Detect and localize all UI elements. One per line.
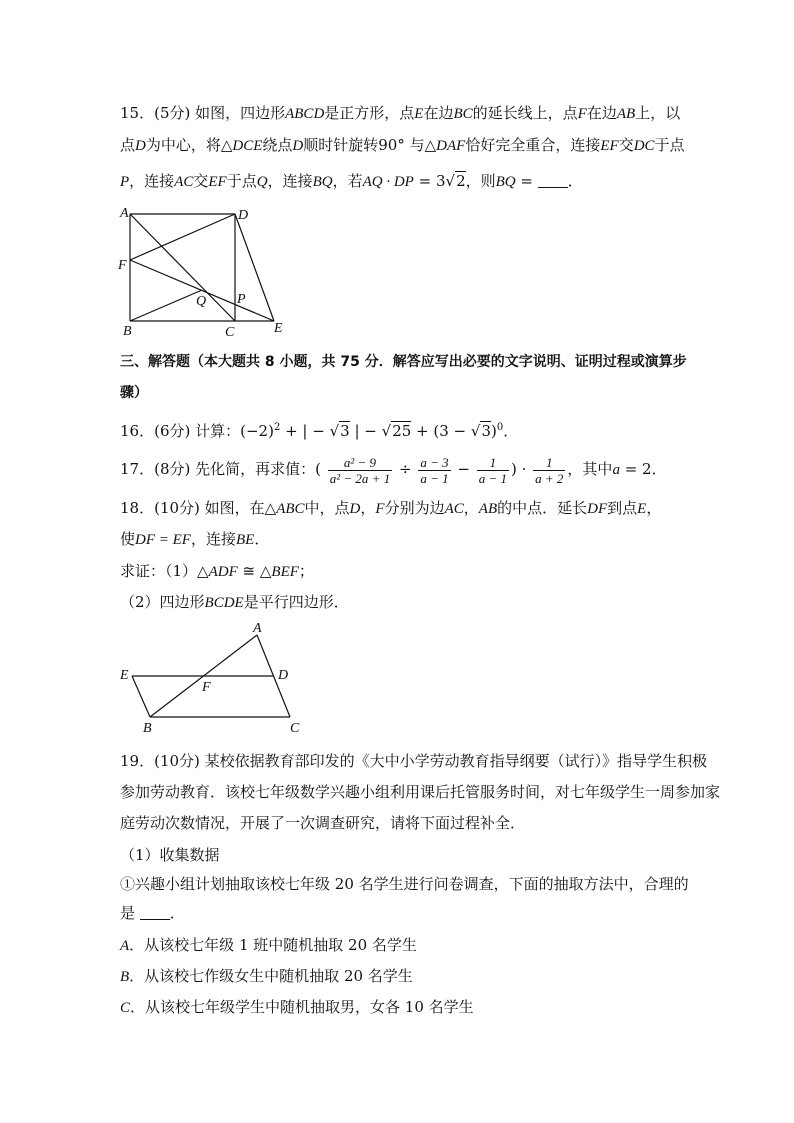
label-B: B [123,324,132,339]
option-text: ．从该校七作级女生中随机抽取 20 名学生 [129,967,413,985]
label-A: A [120,206,129,221]
fraction-2 [418,455,450,486]
q16-line [120,418,518,441]
denominator: a − 1 [420,470,449,486]
answer-blank [140,905,170,920]
label-D: D [238,208,249,223]
diagonal-AC [130,214,235,321]
label-B: B [143,721,152,736]
var: D [349,501,361,517]
q19-line-1: 19．(10分) 某校依据教育部印发的《大中小学劳动教育指导纲要（试行）》指导学生积极 [120,752,708,770]
text: 17．(8分) 先化简，再求值：( [120,460,321,478]
text: 中，点 [304,499,350,517]
label-C: C [225,325,235,340]
text: ． [169,904,185,922]
denominator: a² − 2a + 1 [329,470,391,486]
text: ． [503,422,519,440]
var: P [120,174,130,190]
option-label: C [120,1000,131,1016]
var: ABC [276,501,305,517]
text: 绕点 [262,136,293,154]
text: 上，以 [635,104,681,122]
q15-line-1 [120,103,680,124]
var: DCE [232,138,263,154]
var: E [637,501,647,517]
radicand: 2 [456,172,466,190]
text: 在边 [586,104,617,122]
text: ，连接 [190,530,236,548]
text: ， [463,499,479,517]
text: ，则 [465,172,496,190]
q18-line-1 [120,498,661,519]
text: 求证：（1）△ [120,562,209,580]
q19-line-6 [120,903,185,923]
text: = 2． [619,460,667,478]
text: 18．(10分) 如图，在△ [120,499,277,517]
numerator: a − 3 [420,454,449,470]
var: D [292,138,304,154]
var: AQ · DP [362,174,414,190]
var: AB [616,106,636,122]
text: 的延长线上，点 [472,104,578,122]
text: 交 [618,136,634,154]
radicand: 3 [481,422,491,440]
math: + | − [280,422,330,440]
var: a [612,462,620,478]
sqrt-sign: √ [329,422,340,440]
label-D: D [278,668,289,683]
q19-option-a [120,935,417,956]
var: AB [478,501,498,517]
var: Q [256,174,268,190]
sqrt-sign: √ [445,172,456,190]
label-P: P [237,292,246,307]
text: 16．(6分) 计算： [120,422,241,440]
math: + (3 − [411,422,471,440]
q19-line-4: （1）收集数据 [120,846,220,864]
math: ) [491,422,497,440]
numerator: 1 [477,455,509,471]
var: F [577,106,587,122]
text: ， [646,499,662,517]
text: 15．(5分) 如图，四边形 [120,104,286,122]
answer-blank [538,173,568,188]
denominator: a + 2 [535,470,564,486]
q17-line [120,452,667,487]
var: DC [633,138,655,154]
q18-line-4 [120,592,349,613]
var: BC [453,106,473,122]
q15-line-2 [120,135,685,156]
numerator: a² − 9 [328,455,392,471]
text: 为中心，将△ [145,136,233,154]
text: 分别为边 [384,499,445,517]
section3-line-2: 骤） [120,385,148,401]
label-F: F [202,680,211,695]
label-E: E [120,668,129,683]
section3-line-1: 三、解答题（本大题共 8 小题，共 75 分．解答应写出必要的文字说明、证明过程或演算步 [120,354,687,370]
fraction-4 [533,455,565,486]
text: 使 [120,530,136,548]
text: 是正方形，点 [324,104,415,122]
text: ，若 [332,172,363,190]
var: BQ [495,174,516,190]
operator: ÷ [394,460,417,478]
text: 是平行四边形． [243,593,349,611]
text: ≅ △ [237,562,272,580]
text: ，其中 [567,460,613,478]
math: | − [349,422,382,440]
label-E: E [274,321,283,336]
q19-line-3: 庭劳动次数情况，开展了一次调查研究，请将下面过程补全． [120,814,526,832]
q15-square-figure [112,202,292,342]
operator: − [452,460,475,478]
text: ， [360,499,376,517]
q19-option-c [120,997,474,1018]
q15-line-3 [120,171,583,192]
var: BQ [312,174,333,190]
var: EF [600,138,619,154]
var: BEF [271,564,299,580]
var: E [414,106,424,122]
denominator: a − 1 [478,470,507,486]
text: 恰好完全重合，连接 [465,136,601,154]
text: 是 [120,904,140,922]
text: 在边 [423,104,454,122]
sqrt-sign: √ [470,422,481,440]
text: 顺时针旋转90° 与△ [303,136,437,154]
label-Q: Q [196,294,207,309]
text: 于点 [654,136,685,154]
var: ADF [208,564,238,580]
text: ； [298,562,314,580]
var: D [135,138,146,154]
var: BCDE [204,595,244,611]
segment-EB [132,676,150,717]
q19-line-5: ①兴趣小组计划抽取该校七年级 20 名学生进行问卷调查，下面的抽取方法中，合理的 [120,875,689,893]
option-label: A [120,938,130,954]
text: ，连接 [267,172,313,190]
exponent: 2 [273,422,281,433]
q19-line-2: 参加劳动教育．该校七年级数学兴趣小组利用课后托管服务时间，对七年级学生一周参加家 [120,783,721,801]
text: （2）四边形 [120,593,205,611]
numerator: 1 [533,455,565,471]
text: 的中点．延长 [497,499,588,517]
text: = [515,172,538,190]
text: 到点 [607,499,638,517]
var: DF = EF [135,532,191,548]
text: 点 [120,136,136,154]
text: ． [254,530,270,548]
segment-FD [130,214,235,260]
fraction-3 [477,455,509,486]
var: DF [587,501,608,517]
segment-BQ [130,290,202,321]
sqrt-sign: √ [381,422,392,440]
q18-line-3 [120,561,314,582]
var: EF [208,174,227,190]
math: (−2) [240,422,274,440]
text: = 3 [413,172,446,190]
option-label: B [120,969,130,985]
var: BE [235,532,255,548]
q19-option-b [120,966,413,987]
radicand: 25 [392,422,412,440]
exponent: 0 [496,422,504,433]
option-text: ．从该校七年级 1 班中随机抽取 20 名学生 [129,936,417,954]
label-C: C [290,721,300,736]
text: ． [567,172,583,190]
text: ，连接 [129,172,175,190]
label-A: A [253,621,262,636]
var: ABCD [285,106,325,122]
text: 交 [193,172,209,190]
var: AC [444,501,464,517]
q18-triangle-figure [112,618,312,740]
radicand: 3 [340,422,350,440]
operator: ) · [510,460,532,478]
label-F: F [118,258,127,273]
option-text: ．从该校七年级学生中随机抽取男，女各 10 名学生 [130,998,474,1016]
var: DAF [436,138,466,154]
fraction-1 [328,455,392,486]
text: 于点 [226,172,257,190]
q18-line-2 [120,529,269,550]
var: F [375,501,385,517]
var: AC [174,174,194,190]
